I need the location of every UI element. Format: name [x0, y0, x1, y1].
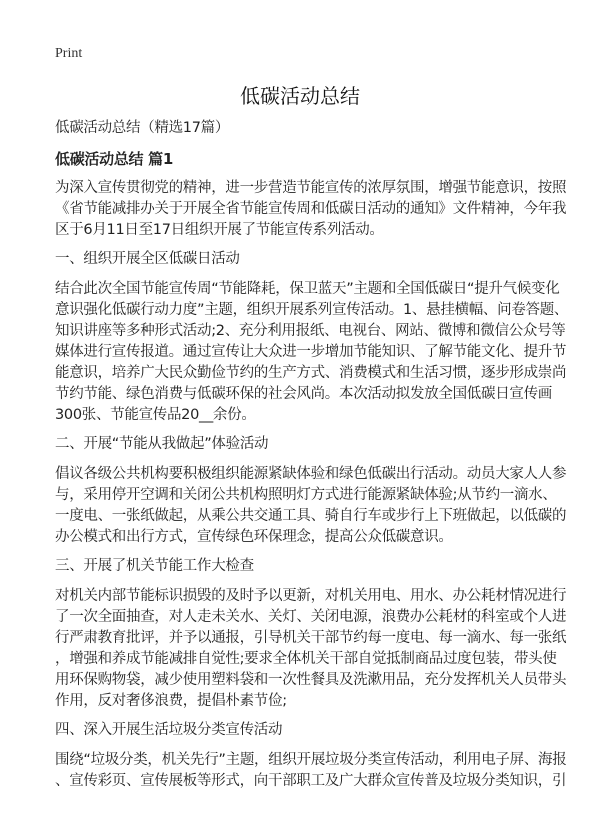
paragraph-line: 了一次全面抽查，对人走未关水、关灯、关闭电源，浪费办公耗材的科室或个人进: [55, 609, 567, 625]
paragraph-line: 行严肃教育批评，并予以通报，引导机关干部节约每一度电、每一滴水、每一张纸: [55, 630, 567, 646]
paragraph-line: 能意识，培养广大民众勤俭节约的生产方式、消费模式和生活习惯，逐步形成崇尚: [55, 365, 567, 381]
paragraph-line: 办公模式和出行方式，宣传绿色环保理念，提高公众低碳意识。: [55, 529, 453, 545]
document-body: [55, 118, 569, 800]
paragraph-line: 区于6月11日至17日组织开展了节能宣传系列活动。: [55, 222, 384, 238]
paragraph-line: 《省节能减排办关于开展全省节能宣传周和低碳日活动的通知》文件精神，今年我: [55, 201, 567, 217]
print-link[interactable]: Print: [55, 46, 83, 61]
paragraph-line: 节约节能、绿色消费与低碳环保的社会风尚。本次活动拟发放全国低碳日宣传画: [55, 386, 552, 402]
article-content: [55, 178, 569, 792]
paragraph-line: 作用，反对奢侈浪费，提倡朴素节俭;: [55, 693, 287, 709]
section-heading: 二、开展“节能从我做起”体验活动: [55, 436, 269, 452]
paragraph-line: 与，采用停开空调和关闭公共机构照明灯方式进行能源紧缺体验;从节约一滴水、: [55, 487, 557, 503]
paragraph-line: 倡议各级公共机构要积极组织能源紧缺体验和绿色低碳出行活动。动员大家人人参: [55, 466, 567, 482]
section-heading: 三、开展了机关节能工作大检查: [55, 558, 254, 574]
paragraph-line: 、宣传彩页、宣传展板等形式，向干部职工及广大群众宣传普及垃圾分类知识，引: [55, 773, 567, 789]
paragraph-line: 媒体进行宣传报道。通过宣传让大众进一步增加节能知识、了解节能文化、提升节: [55, 344, 567, 360]
paragraph-line: 300张、节能宣传品20__余份。: [55, 407, 256, 423]
paragraph: [55, 464, 567, 548]
document-title: 低碳活动总结: [240, 84, 360, 108]
paragraph: [55, 750, 567, 792]
document-subtitle: 低碳活动总结（精选17篇）: [55, 120, 230, 136]
paragraph-line: 一度电、一张纸做起，从乘公共交通工具、骑自行车或步行上下班做起，以低碳的: [55, 508, 567, 524]
paragraph-line: 对机关内部节能标识损毁的及时予以更新，对机关用电、用水、办公耗材情况进行: [55, 588, 567, 604]
paragraph-line: 用环保购物袋，减少使用塑料袋和一次性餐具及洗漱用品，充分发挥机关人员带头: [55, 672, 567, 688]
section-heading: 一、组织开展全区低碳日活动: [55, 251, 240, 267]
section-heading: 四、深入开展生活垃圾分类宣传活动: [55, 722, 283, 738]
paragraph-line: 知识讲座等多种形式活动;2、充分利用报纸、电视台、网站、微博和微信公众号等: [55, 323, 566, 339]
paragraph-line: 意识强化低碳行动力度”主题，组织开展系列宣传活动。1、悬挂横幅、问卷答题、: [55, 302, 569, 318]
article-heading: 低碳活动总结 篇1: [55, 150, 173, 168]
paragraph-line: 围绕“垃圾分类，机关先行”主题，组织开展垃圾分类宣传活动，利用电子屏、海报: [55, 752, 567, 768]
paragraph-line: 为深入宣传贯彻党的精神，进一步营造节能宣传的浓厚氛围，增强节能意识，按照: [55, 180, 567, 196]
paragraph: [55, 279, 569, 426]
paragraph-line: ，增强和养成节能减排自觉性;要求全体机关干部自觉抵制商品过度包装，带头使: [55, 651, 557, 667]
paragraph-line: 结合此次全国节能宣传周“节能降耗，保卫蓝天”主题和全国低碳日“提升气候变化: [55, 281, 560, 297]
paragraph: [55, 586, 567, 712]
paragraph: [55, 178, 567, 241]
